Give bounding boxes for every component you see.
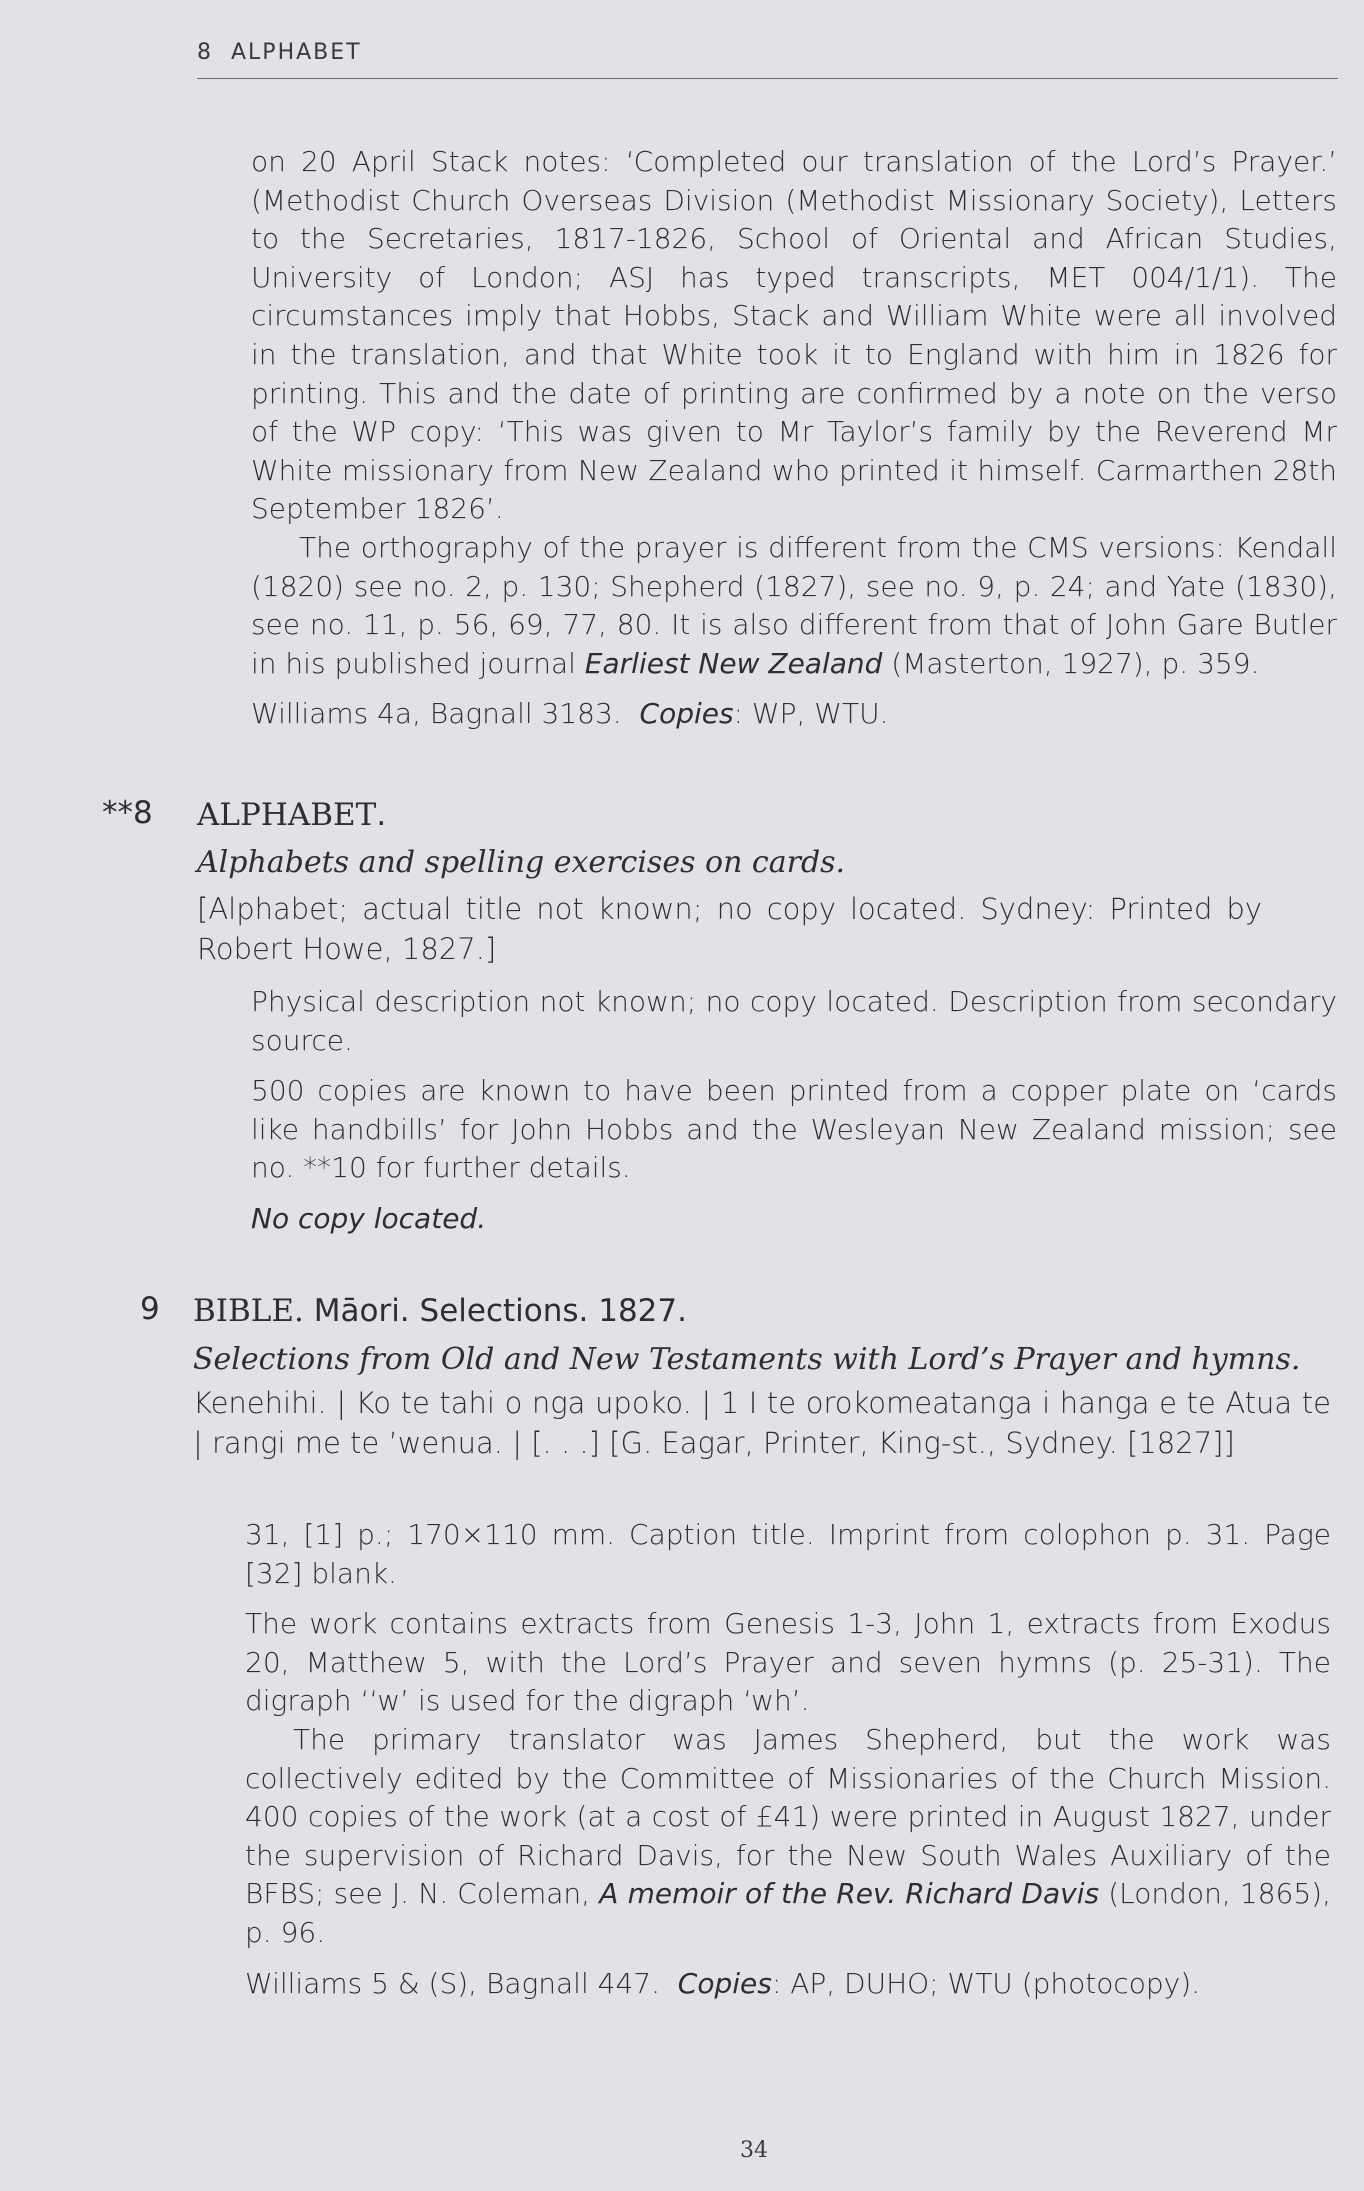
copies-located: No copy located. (251, 1201, 487, 1235)
running-head (197, 40, 362, 65)
physical-description: Physical description not known; no copy located. Description from secondary source. (251, 985, 1337, 1057)
references-line (251, 695, 1337, 734)
copies-list: : WP, WTU. (733, 697, 889, 731)
references-line (245, 1965, 1331, 2004)
entry-title: Selections from Old and New Testaments with Lord’s Prayer and hymns. (193, 1342, 1301, 1377)
references: Williams 4a, Bagnall 3183. (251, 697, 622, 731)
title-transcription (197, 889, 1262, 969)
note-paragraph: The work contains extracts from Genesis 1-3, John 1, extracts from Exodus 20, Matthew 5, with the Lord’s Prayer and seven hymns (p. 25-31). The digraph ‘‘w’ is used for the digraph ‘wh’. (245, 1607, 1331, 1718)
entry-title: Alphabets and spelling exercises on cards. (197, 845, 846, 880)
note-paragraph: 500 copies are known to have been printed from a copper plate on ‘cards like handbills’ for John Hobbs and the Wesleyan New Zealand mission; see no. **10 for further details. (251, 1074, 1337, 1185)
entry-headword: ALPHABET (197, 797, 377, 833)
note-text: (Masterton, 1927), p. 359. (882, 646, 1260, 680)
note-paragraph (245, 1721, 1331, 1953)
title-transcription (193, 1383, 1331, 1463)
references: Williams 5 & (S), Bagnall 447. (245, 1966, 660, 2000)
note-text: The orthography of the prayer is different from the CMS versions: Kendall (1820) see no. 2, p. 130; Shepherd (1827), see no. 9, p. 24; and Yate (1830), see no. 11, p. 56, 69, 77, 80. It is also different from that of John Gare Butler in his published journal (251, 530, 1337, 680)
headword-end: . (376, 797, 387, 833)
header-rule (197, 78, 1338, 79)
previous-entry-notes (251, 143, 1337, 734)
copies-label: Copies (639, 697, 734, 731)
physical-description: 31, [1] p.; 170×110 mm. Caption title. Imprint from colophon p. 31. Page [32] blank. (245, 1518, 1331, 1590)
note-text: The primary translator was James Shepherd, but the work was collectively edited by the Committee of Missionaries of the Church Mission. 400 copies of the work (at a cost of £41) were printed in August 1827, under the supervision of Richard Davis, for the New South Wales Auxiliary of the BFBS; see J. N. Coleman, (245, 1722, 1331, 1911)
note-paragraph: on 20 April Stack notes: ‘Completed our translation of the Lord’s Prayer.’ (Methodist Church Overseas Division (Methodist Missionary Society), Letters to the Secretaries, 1817-1826, School of Oriental and African Studies, University of London; ASJ has typed transcripts, MET 004/1/1). The circumstances imply that Hobbs, Stack and William White were all involved in the translation, and that White took it to England with him in 1826 for printing. This and the date of printing are confirmed by a note on the verso of the WP copy: ‘This was given to Mr Taylor’s family by the Reverend Mr White missionary from New Zealand who printed it himself. Carmarthen 28th September 1826’. (251, 145, 1337, 526)
entry-heading (197, 795, 386, 835)
entry-headword: BIBLE. (193, 1293, 304, 1329)
note-paragraph (251, 529, 1337, 683)
transcription-text: [Alphabet; actual title not known; no copy located. Sydney: Printed by Robert Howe, 1827.] (197, 892, 1262, 966)
running-head-section: ALPHABET (231, 40, 362, 65)
note-text: (London, 1865), p. 96. (245, 1877, 1331, 1949)
transcription-text: Kenehihi. | Ko te tahi o nga upoko. | 1 I te orokomeatanga i hanga e te Atua te | rangi me te ’wenua. | [. . .] [G. Eagar, Printer, King-st., Sydney. [1827]] (193, 1386, 1331, 1460)
cited-title: Earliest New Zealand (584, 646, 883, 680)
copies-list: : AP, DUHO; WTU (photocopy). (771, 1966, 1201, 2000)
running-head-page-number: 8 (197, 40, 213, 65)
entry-number: 9 (140, 1291, 160, 1327)
copies-label: Copies (677, 1966, 772, 2000)
entry-9-notes (245, 1516, 1331, 2003)
entry-subheading: Māori. Selections. 1827. (303, 1293, 687, 1329)
entry-8-notes (251, 983, 1337, 1239)
entry-number: **8 (102, 795, 153, 831)
page-folio: 34 (740, 2138, 768, 2163)
cited-title: A memoir of the Rev. Richard Davis (599, 1877, 1100, 1911)
entry-heading (193, 1291, 687, 1331)
